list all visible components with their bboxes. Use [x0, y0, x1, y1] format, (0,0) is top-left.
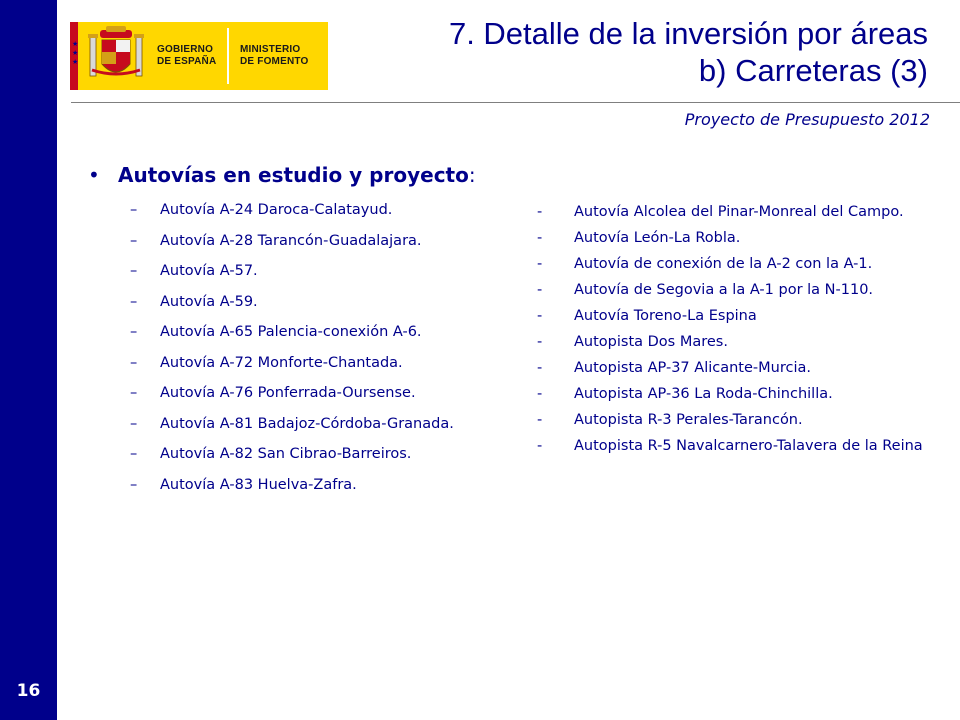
list-item: – Autovía A-82 San Cibrao-Barreiros. [130, 446, 412, 462]
header-rule [71, 102, 960, 103]
slide-subtitle: Proyecto de Presupuesto 2012 [684, 110, 930, 129]
list-item: – Autovía A-59. [130, 293, 258, 310]
slide-title [449, 15, 928, 89]
list-item: - Autovía Alcolea del Pinar-Monreal del Campo. [537, 204, 904, 220]
list-item: - Autovía León-La Robla. [537, 230, 741, 246]
bullet-marker: • [88, 163, 100, 187]
list-item: – Autovía A-28 Tarancón-Guadalajara. [130, 232, 422, 249]
list-item: – Autovía A-81 Badajoz-Córdoba-Granada. [130, 415, 454, 432]
logo-divider [227, 28, 229, 84]
logo-ministerio-text: MINISTERIO DE FOMENTO [240, 44, 309, 67]
list-item: - Autovía Toreno-La Espina [537, 308, 757, 324]
list-item: - Autopista Dos Mares. [537, 334, 728, 350]
title-line-2: b) Carreteras (3) [698, 53, 928, 88]
list-item: - Autopista R-3 Perales-Tarancón. [537, 412, 803, 428]
list-item: - Autopista AP-36 La Roda-Chinchilla. [537, 386, 833, 402]
right-project-list [537, 202, 927, 462]
list-item: – Autovía A-76 Ponferrada-Oursense. [130, 385, 416, 401]
list-item: – Autovía A-72 Monforte-Chantada. [130, 354, 403, 371]
list-item: – Autovía A-24 Daroca-Calatayud. [130, 202, 393, 218]
section-heading-text: Autovías en estudio y proyecto: [118, 163, 476, 187]
page-number: 16 [16, 681, 41, 701]
logo-gobierno-text: GOBIERNO DE ESPAÑA [157, 44, 217, 67]
list-item: - Autopista R-5 Navalcarnero-Talavera de la Reina [537, 438, 923, 454]
list-item: - Autopista AP-37 Alicante-Murcia. [537, 360, 811, 376]
coat-of-arms-icon [86, 26, 146, 86]
left-sidebar-band [0, 0, 57, 720]
list-item: - Autovía de conexión de la A-2 con la A-1. [537, 256, 873, 272]
eu-stars-icon: ★ ★ ★ [72, 40, 79, 66]
list-item: - Autovía de Segovia a la A-1 por la N-110. [537, 282, 874, 298]
government-logo [70, 22, 328, 90]
list-item: – Autovía A-57. [130, 263, 258, 279]
left-project-list [130, 200, 520, 505]
title-line-1: 7. Detalle de la inversión por áreas [448, 16, 928, 51]
list-item: – Autovía A-65 Palencia-conexión A-6. [130, 324, 422, 340]
list-item: – Autovía A-83 Huelva-Zafra. [130, 476, 357, 493]
